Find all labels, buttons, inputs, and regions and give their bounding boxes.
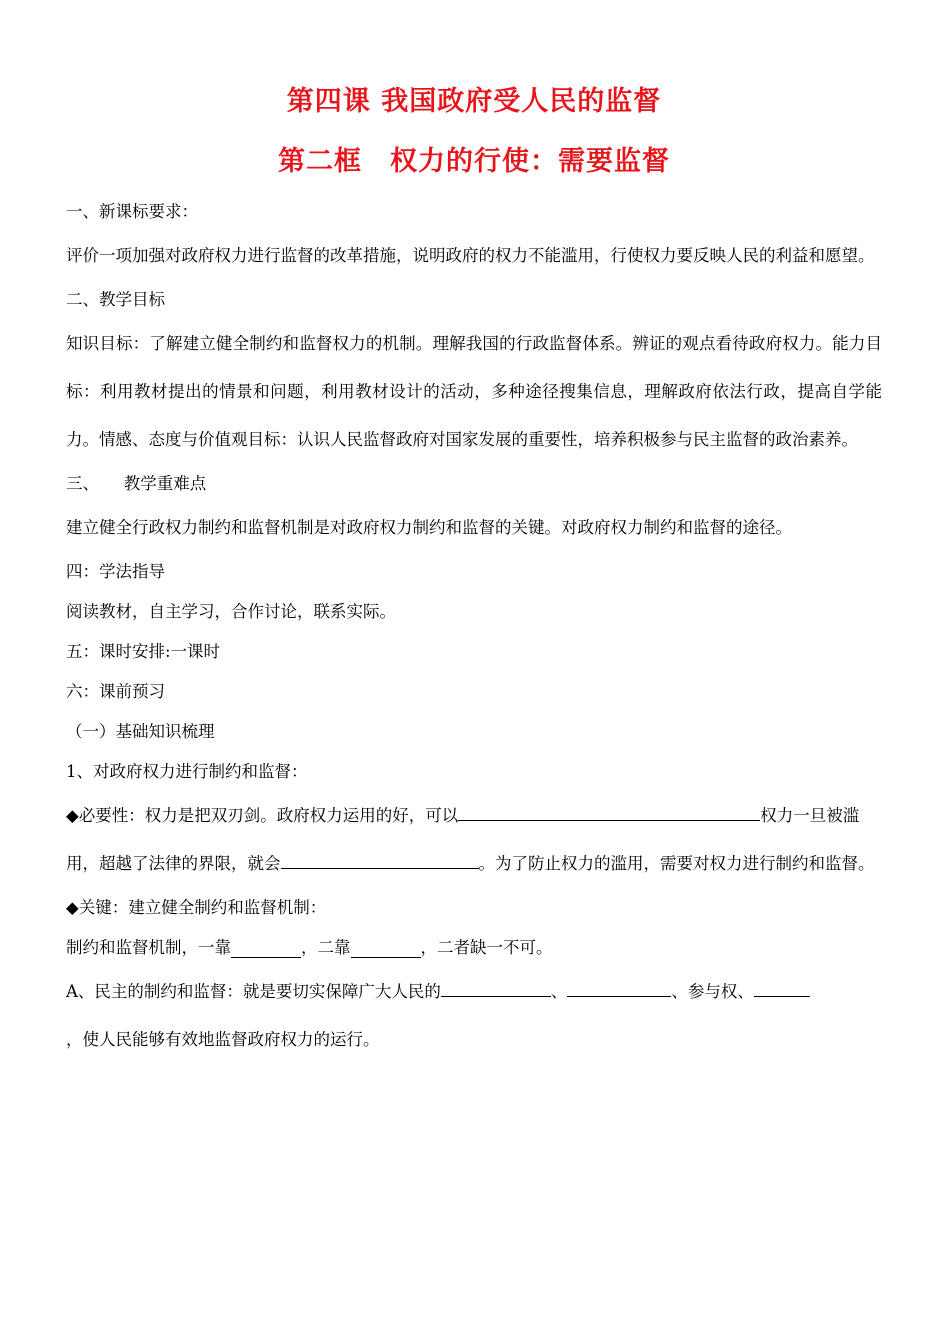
objectives-text: 知识目标：了解建立健全制约和监督权力的机制。理解我国的行政监督体系。辨证的观点看待政府权力。能力目标：利用教材提出的情景和问题，利用教材设计的活动，多种途径搜集信息，理解政府依法行政，提高自学能力。情感、态度与价值观目标：认识人民监督政府对国家发展的重要性，培养积极参与民主监督的政治素养。 bbox=[66, 334, 882, 449]
heading-schedule: 五：课时安排:一课时 bbox=[66, 642, 221, 661]
fill-blank-5[interactable] bbox=[441, 978, 551, 997]
key-points-text: 建立健全行政权力制约和监督机制是对政府权力制约和监督的关键。对政府权力制约和监督的途径。 bbox=[66, 518, 792, 537]
fill-blank-1[interactable] bbox=[458, 802, 760, 821]
heading-curriculum: 一、新课标要求： bbox=[66, 202, 198, 221]
section-title: 第二框 权力的行使：需要监督 bbox=[278, 146, 670, 177]
study-method-text: 阅读教材，自主学习，合作讨论，联系实际。 bbox=[66, 602, 396, 621]
necessity-paragraph bbox=[66, 792, 882, 888]
heading-objectives: 二、教学目标 bbox=[66, 290, 165, 309]
fill-blank-2[interactable] bbox=[281, 850, 479, 869]
subheading-basics: （一）基础知识梳理 bbox=[66, 722, 215, 741]
mechanism-text-3: ，二者缺一不可。 bbox=[420, 938, 553, 957]
necessity-text-2: 权力一旦被滥用，超越了法律的界限，就会 bbox=[66, 806, 860, 873]
heading-key-points: 三、 教学重难点 bbox=[66, 474, 207, 493]
necessity-text-1: ◆必要性：权力是把双刃剑。政府权力运用的好，可以 bbox=[66, 806, 459, 825]
fill-blank-4[interactable] bbox=[351, 939, 421, 958]
item-a-text-1: A、民主的制约和监督：就是要切实保障广大人民的 bbox=[66, 982, 441, 1001]
necessity-text-3: 。为了防止权力的滥用，需要对权力进行制约和监督。 bbox=[478, 854, 875, 873]
document-page bbox=[66, 80, 882, 1064]
item-a-sep-2: 、参与权、 bbox=[671, 982, 754, 1001]
fill-blank-6[interactable] bbox=[567, 978, 671, 997]
item-1: 1、对政府权力进行制约和监督： bbox=[66, 762, 308, 781]
curriculum-text: 评价一项加强对政府权力进行监督的改革措施，说明政府的权力不能滥用，行使权力要反映人民的利益和愿望。 bbox=[66, 246, 875, 265]
heading-study-method: 四：学法指导 bbox=[66, 562, 165, 581]
fill-blank-3[interactable] bbox=[231, 939, 301, 958]
key-mechanism: ◆关键：建立健全制约和监督机制： bbox=[66, 898, 327, 917]
heading-preview: 六：课前预习 bbox=[66, 682, 165, 701]
mechanism-text-2: ，二靠 bbox=[301, 938, 351, 957]
item-a-paragraph bbox=[66, 968, 882, 1064]
lesson-title: 第四课 我国政府受人民的监督 bbox=[286, 86, 662, 117]
fill-blank-7[interactable] bbox=[754, 978, 810, 997]
mechanism-line bbox=[66, 928, 882, 968]
item-a-sep-1: 、 bbox=[550, 982, 568, 1001]
item-a-text-2: ，使人民能够有效地监督政府权力的运行。 bbox=[66, 1030, 380, 1049]
mechanism-text-1: 制约和监督机制，一靠 bbox=[66, 938, 231, 957]
